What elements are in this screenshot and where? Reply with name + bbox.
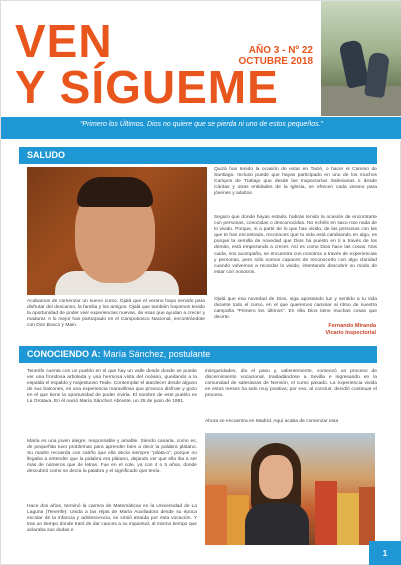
signature-role: Vicario Inspectorial: [325, 330, 376, 336]
page-number: 1: [369, 541, 401, 565]
signature: [241, 323, 376, 337]
issue-number: AÑO 3 - Nº 22: [248, 45, 313, 56]
title-line-1: VEN: [15, 15, 113, 67]
slogan: “Primero los Últimos. Dios no quiere que se pierda ni uno de estos pequeños.”: [80, 121, 323, 128]
conociendo-col1-paragraph-2: María es una joven alegre, responsable y amable. Siendo canaria, como es, de pequeñita tuvo problemas para aprender bien a decir la palabra plátano. Su madre recuerda con cariño que ella decía siempre “pilata-o”, porque no llegaba a entender que la palabra era plátano, dejando ver que ella iba a ser más de números que de letras. Fue en el cole, ya con 4 o 5 años, donde descubrió como se decía la palabra y el significado que tenía.: [27, 439, 197, 475]
conociendo-col2-paragraph-1: inseguridades, dio el paso y, valientemente, comenzó un proceso de discernimiento vocacional, trasladándose a Sevilla e ingresando en la comunidad de salesianas de Nervión, el curso pasado. La experiencia vivida en estos meses ha sido muy positiva; por eso, al concluir, decidió continuar el proceso.: [205, 369, 377, 399]
title-line-2: Y SÍGUEME: [15, 61, 279, 113]
conociendo-col2-paragraph-2: Ahora se encuentra en Madrid. Aquí acaba de comenzar esta: [205, 419, 339, 424]
saludo-paragraph-3: Ojalá que esa novedad de Dios, siga apostando luz y sentido a tu vida durante todo el curso, en el que queremos caminar al ritmo de nuestra campaña “Primero los últimos”. En ella Dios tiene muchas cosas que decirte.: [214, 297, 377, 321]
issue-date: OCTUBRE 2018: [238, 56, 313, 67]
section-header-saludo: SALUDO: [19, 147, 377, 164]
section-header-conociendo: [19, 346, 377, 363]
photo-fernando-miranda: [27, 167, 207, 295]
saludo-paragraph-1: Quizá has tenido la ocasión de estar en Taizé, o hacer el Camino de Santiago. Incluso puede que hayas participado en uno de los muchos Campos de Trabajo que desde las Inspectorías Salesianas o desde Cáritas y otras entidades de la Iglesia, se ofrecen cada verano para jóvenes y adultos.: [214, 167, 377, 197]
header-photo-walking-feet: [321, 1, 401, 116]
conociendo-col1-paragraph-1: Tenerife cuenta con un pueblo en el que hay un valle desde donde se puede ver una frondosa arboleda y una hermosa vista del océano, quedando a la espalda el espaldo y majestuoso Teide. Contemplar el atardecer desde alguno de sus balcones, es una experiencia maravillosa que provoca disfrute y gozo en el que tiene la oportunidad de poder vivirla. El nombre de este pueblo es La Orotava. En él nació María Sánchez Abrante, un 25 de junio de 1991.: [27, 369, 197, 405]
section-header-conociendo-rest: María Sánchez, postulante: [100, 349, 211, 359]
issue-info: [233, 45, 313, 67]
saludo-left-paragraph: Acabamos de comenzar un nuevo curso. Ojalá que el verano haya servido para disfrutar del descanso, la familia y los amigos. Ojalá que también hayamos tenido la oportunidad de poder vivir experiencias nuevas, de esas que ayudan a crecer y madurar. A lo mejor has participado en el Campobosco Nacional, encontrándote con Don Bosco y Main.: [27, 299, 205, 329]
saludo-paragraph-2: Seguro que donde hayas estado, habrás tenido la ocasión de encontrarte con personas, conocidas o desconocidas. No echéis en saco roto nada de lo vivido. Porque, si a partir de lo que has vivido, de las personas con las que te has encontrado, reconoces que tu vida está cambiando en algo, es porque la semilla de novedad que Dios ha puesto en ti a través de los demás, está empezando a crecer. Así es como Dios hace las cosas. Nos cuida, nos acompaña, se encuentra con nosotros a través de experiencias y personas, pero sólo somos capaces de reconocerlo con algo claridad cuando volvemos a recordar lo vivido, intentando descubrir su modo de estar con nosotros.: [214, 215, 377, 275]
section-header-conociendo-bold: CONOCIENDO A:: [27, 349, 101, 359]
photo-maria-sanchez: [205, 433, 375, 545]
conociendo-col1-paragraph-3: Hace dos años, terminó la carrera de Matemáticas en la Universidad de La Laguna (Tenerife). Unida a las Hijas de María Auxiliadora desde su época escolar de la infancia y adolescencia, se sintió atraída por esta vocación. Y tras un tiempo donde trató de dar cauces a su inquietud, al mismo tiempo que aclaraba sus dudas e: [27, 504, 197, 534]
signature-name: Fernando Miranda: [328, 323, 376, 329]
